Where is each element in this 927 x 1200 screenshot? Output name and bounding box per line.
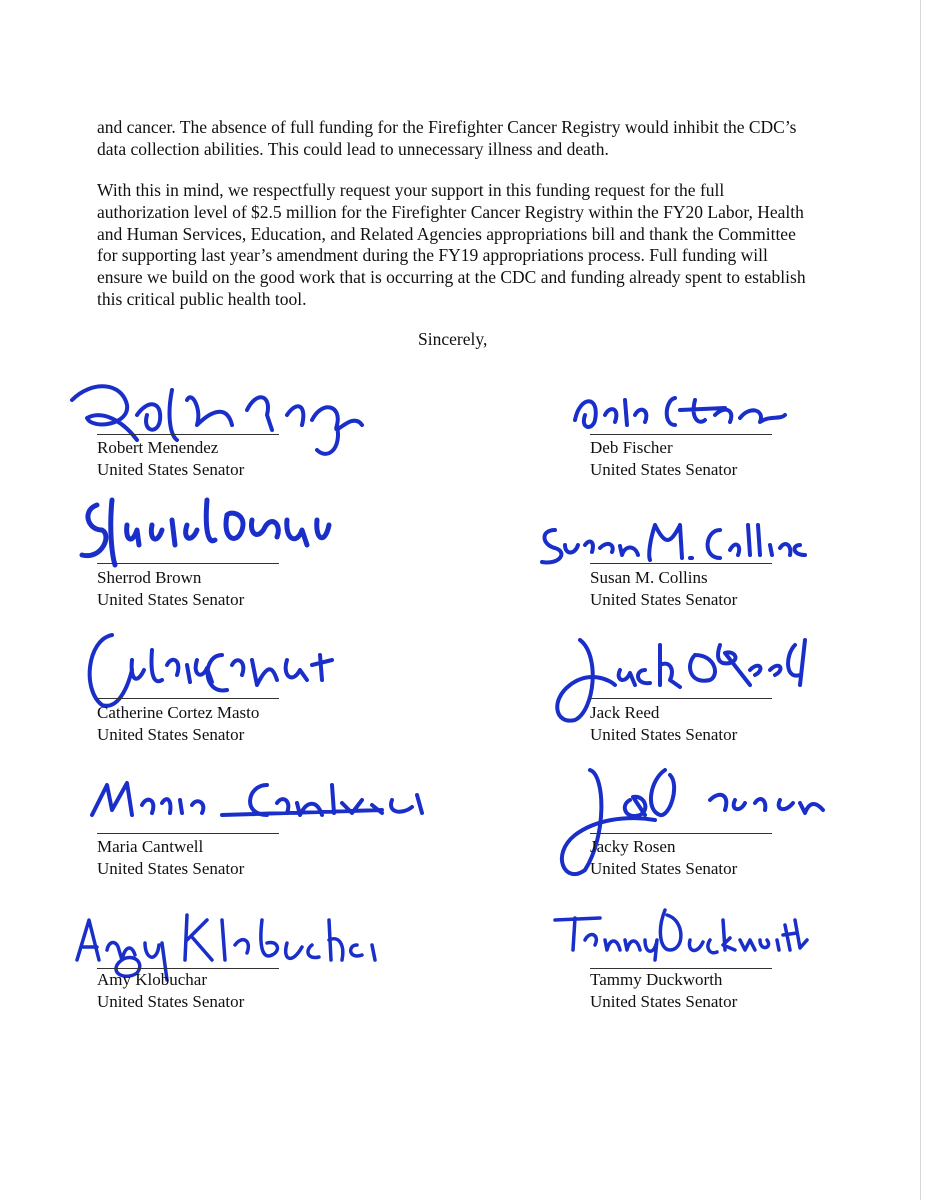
body-paragraph-1: and cancer. The absence of full funding for the Firefighter Cancer Registry would inhibit the CDC’s data collection abilities. This could lead to unnecessary illness and death. xyxy=(97,117,797,159)
signatory-name: Maria Cantwell xyxy=(97,837,204,856)
signature-line xyxy=(590,698,772,699)
signature-line xyxy=(97,563,279,564)
signatory-name: Jack Reed xyxy=(590,703,660,722)
signatory-title: United States Senator xyxy=(97,590,245,609)
signature-line xyxy=(97,434,279,435)
signature-line xyxy=(97,833,279,834)
signatory-name: Amy Klobuchar xyxy=(97,970,208,989)
signature-block-menendez xyxy=(97,370,337,480)
body-paragraph-2: With this in mind, we respectfully request your support in this funding request for the full authorization level of $2.5 million for the Firefighter Cancer Registry within the FY20 Labor, Health and Human Services, Education, and Related Agencies appropriations bill and thank the Committee for supporting last year’s amendment during the FY19 appropriations process. Full funding will ensure we build on the good work that is occurring at the CDC and funding already spent to establish this critical public health tool. xyxy=(97,180,806,309)
signatory-name: Robert Menendez xyxy=(97,438,219,457)
signatory-name: Sherrod Brown xyxy=(97,568,202,587)
signature-block-cortez-masto xyxy=(97,620,337,750)
signature-block-cantwell xyxy=(97,755,337,885)
page-edge xyxy=(920,0,921,1200)
signatory-title: United States Senator xyxy=(97,992,245,1011)
signature-block-klobuchar xyxy=(97,890,337,1020)
signature-line xyxy=(590,563,772,564)
signature-block-duckworth xyxy=(590,890,830,1020)
signatory-title: United States Senator xyxy=(97,460,245,479)
signature-block-collins xyxy=(590,485,830,615)
signature-line xyxy=(590,833,772,834)
closing-salutation: Sincerely, xyxy=(418,329,488,349)
signatory-title: United States Senator xyxy=(97,725,245,744)
signature-block-reed xyxy=(590,620,830,750)
signatory-title: United States Senator xyxy=(590,992,738,1011)
signature-line xyxy=(97,698,279,699)
signatory-title: United States Senator xyxy=(97,859,245,878)
signatory-name: Tammy Duckworth xyxy=(590,970,723,989)
signatory-name: Susan M. Collins xyxy=(590,568,708,587)
signature-brown xyxy=(67,485,347,575)
signature-reed xyxy=(520,625,820,735)
signature-line xyxy=(590,968,772,969)
signatory-title: United States Senator xyxy=(590,725,738,744)
signature-block-rosen xyxy=(590,755,830,885)
signature-block-brown xyxy=(97,485,337,615)
signature-duckworth xyxy=(545,900,815,970)
signature-collins xyxy=(530,510,820,570)
signature-block-fischer xyxy=(590,370,830,480)
signatory-title: United States Senator xyxy=(590,590,738,609)
signatory-title: United States Senator xyxy=(590,460,738,479)
signature-line xyxy=(590,434,772,435)
signatory-name: Jacky Rosen xyxy=(590,837,676,856)
signature-line xyxy=(97,968,279,969)
signatory-name: Deb Fischer xyxy=(590,438,673,457)
signature-cantwell xyxy=(82,765,442,835)
signatory-name: Catherine Cortez Masto xyxy=(97,703,260,722)
signatory-title: United States Senator xyxy=(590,859,738,878)
signature-fischer xyxy=(565,380,795,440)
